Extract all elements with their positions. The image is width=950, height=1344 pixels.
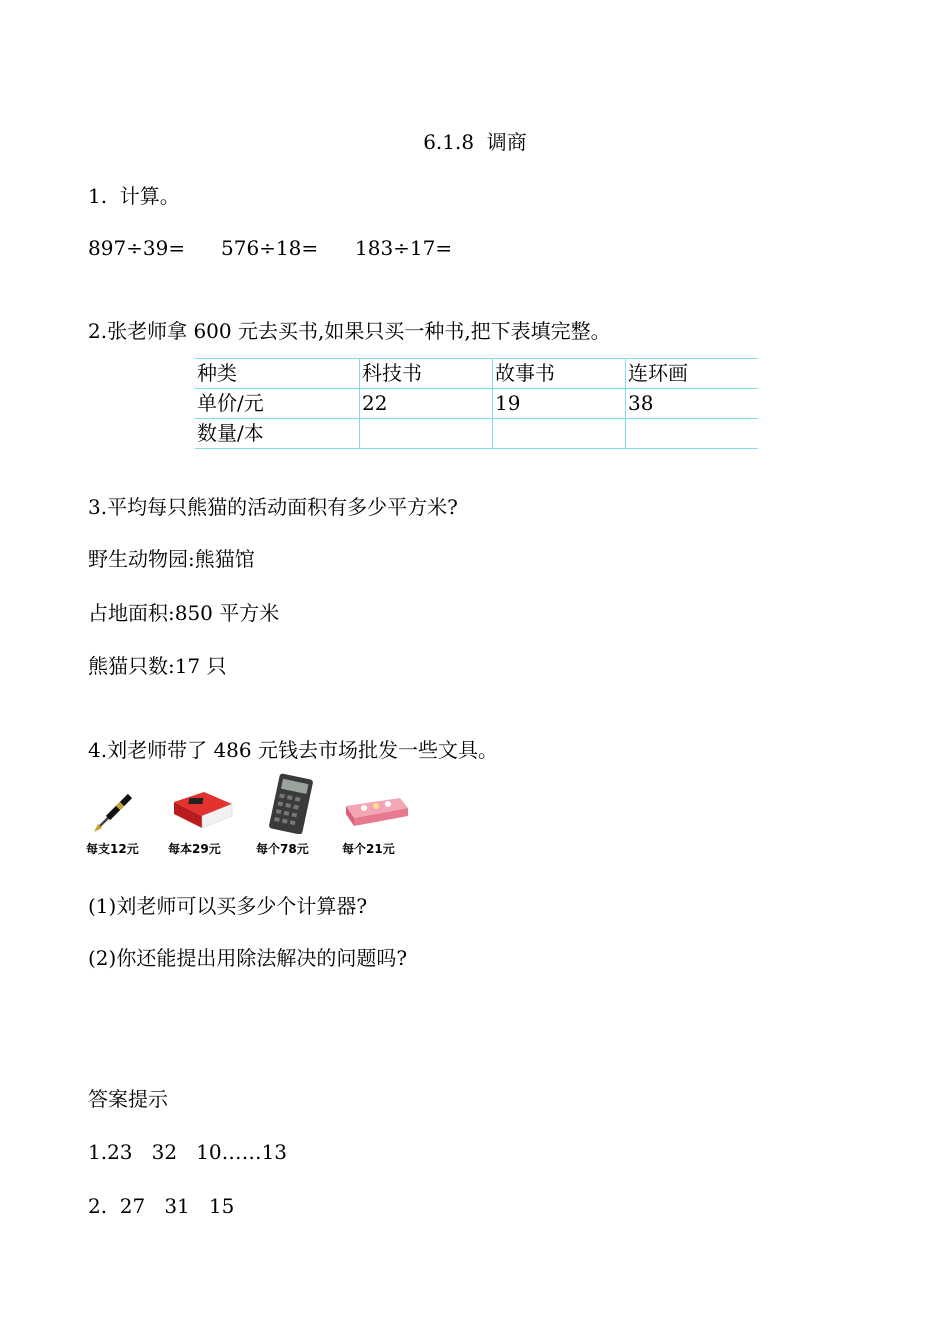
table-cell: 19: [493, 389, 626, 419]
table-cell: 单价/元: [195, 389, 360, 419]
answers-heading: 答案提示: [88, 1087, 168, 1111]
answer-2: 2. 27 31 15: [88, 1194, 235, 1218]
table-row: [195, 389, 758, 419]
table-cell: 数量/本: [195, 419, 360, 449]
item-calculator: [256, 772, 326, 858]
q1-problem-2: 576÷18=: [221, 236, 319, 260]
item-pencil-box: [342, 772, 412, 858]
page-title: 6.1.8 调商: [423, 130, 527, 154]
answer-cell[interactable]: [360, 419, 493, 449]
q4-sub-2: (2)你还能提出用除法解决的问题吗?: [88, 946, 408, 970]
item-caption: 每个21元: [342, 842, 395, 856]
book-table: [195, 358, 758, 449]
q3-line-3: 熊猫只数:17 只: [88, 654, 227, 678]
pencil-box-icon: [342, 772, 412, 834]
q3-line-2: 占地面积:850 平方米: [88, 601, 280, 625]
calculator-icon: [256, 772, 326, 834]
table-row: [195, 419, 758, 449]
table-cell: 连环画: [626, 359, 759, 389]
q4-sub-1: (1)刘老师可以买多少个计算器?: [88, 894, 368, 918]
q3-line-1: 野生动物园:熊猫馆: [88, 547, 255, 571]
item-caption: 每支12元: [86, 842, 139, 856]
answer-1: 1.23 32 10……13: [88, 1140, 288, 1164]
table-row: [195, 359, 758, 389]
answer-cell[interactable]: [626, 419, 759, 449]
item-caption: 每个78元: [256, 842, 309, 856]
table-cell: 22: [360, 389, 493, 419]
q1-problem-3: 183÷17=: [355, 236, 453, 260]
q3-heading: 3.平均每只熊猫的活动面积有多少平方米?: [88, 495, 458, 519]
q2-heading: 2.张老师拿 600 元去买书,如果只买一种书,把下表填完整。: [88, 319, 611, 343]
item-caption: 每本29元: [168, 842, 221, 856]
table-cell: 种类: [195, 359, 360, 389]
table-cell: 38: [626, 389, 759, 419]
table-cell: 科技书: [360, 359, 493, 389]
answer-cell[interactable]: [493, 419, 626, 449]
pen-icon: [86, 772, 156, 834]
item-pen: [86, 772, 156, 858]
table-cell: 故事书: [493, 359, 626, 389]
q1-heading: 1. 计算。: [88, 184, 180, 208]
item-book: [168, 772, 238, 858]
book-icon: [168, 772, 238, 834]
q1-problem-1: 897÷39=: [88, 236, 186, 260]
q4-heading: 4.刘老师带了 486 元钱去市场批发一些文具。: [88, 738, 498, 762]
